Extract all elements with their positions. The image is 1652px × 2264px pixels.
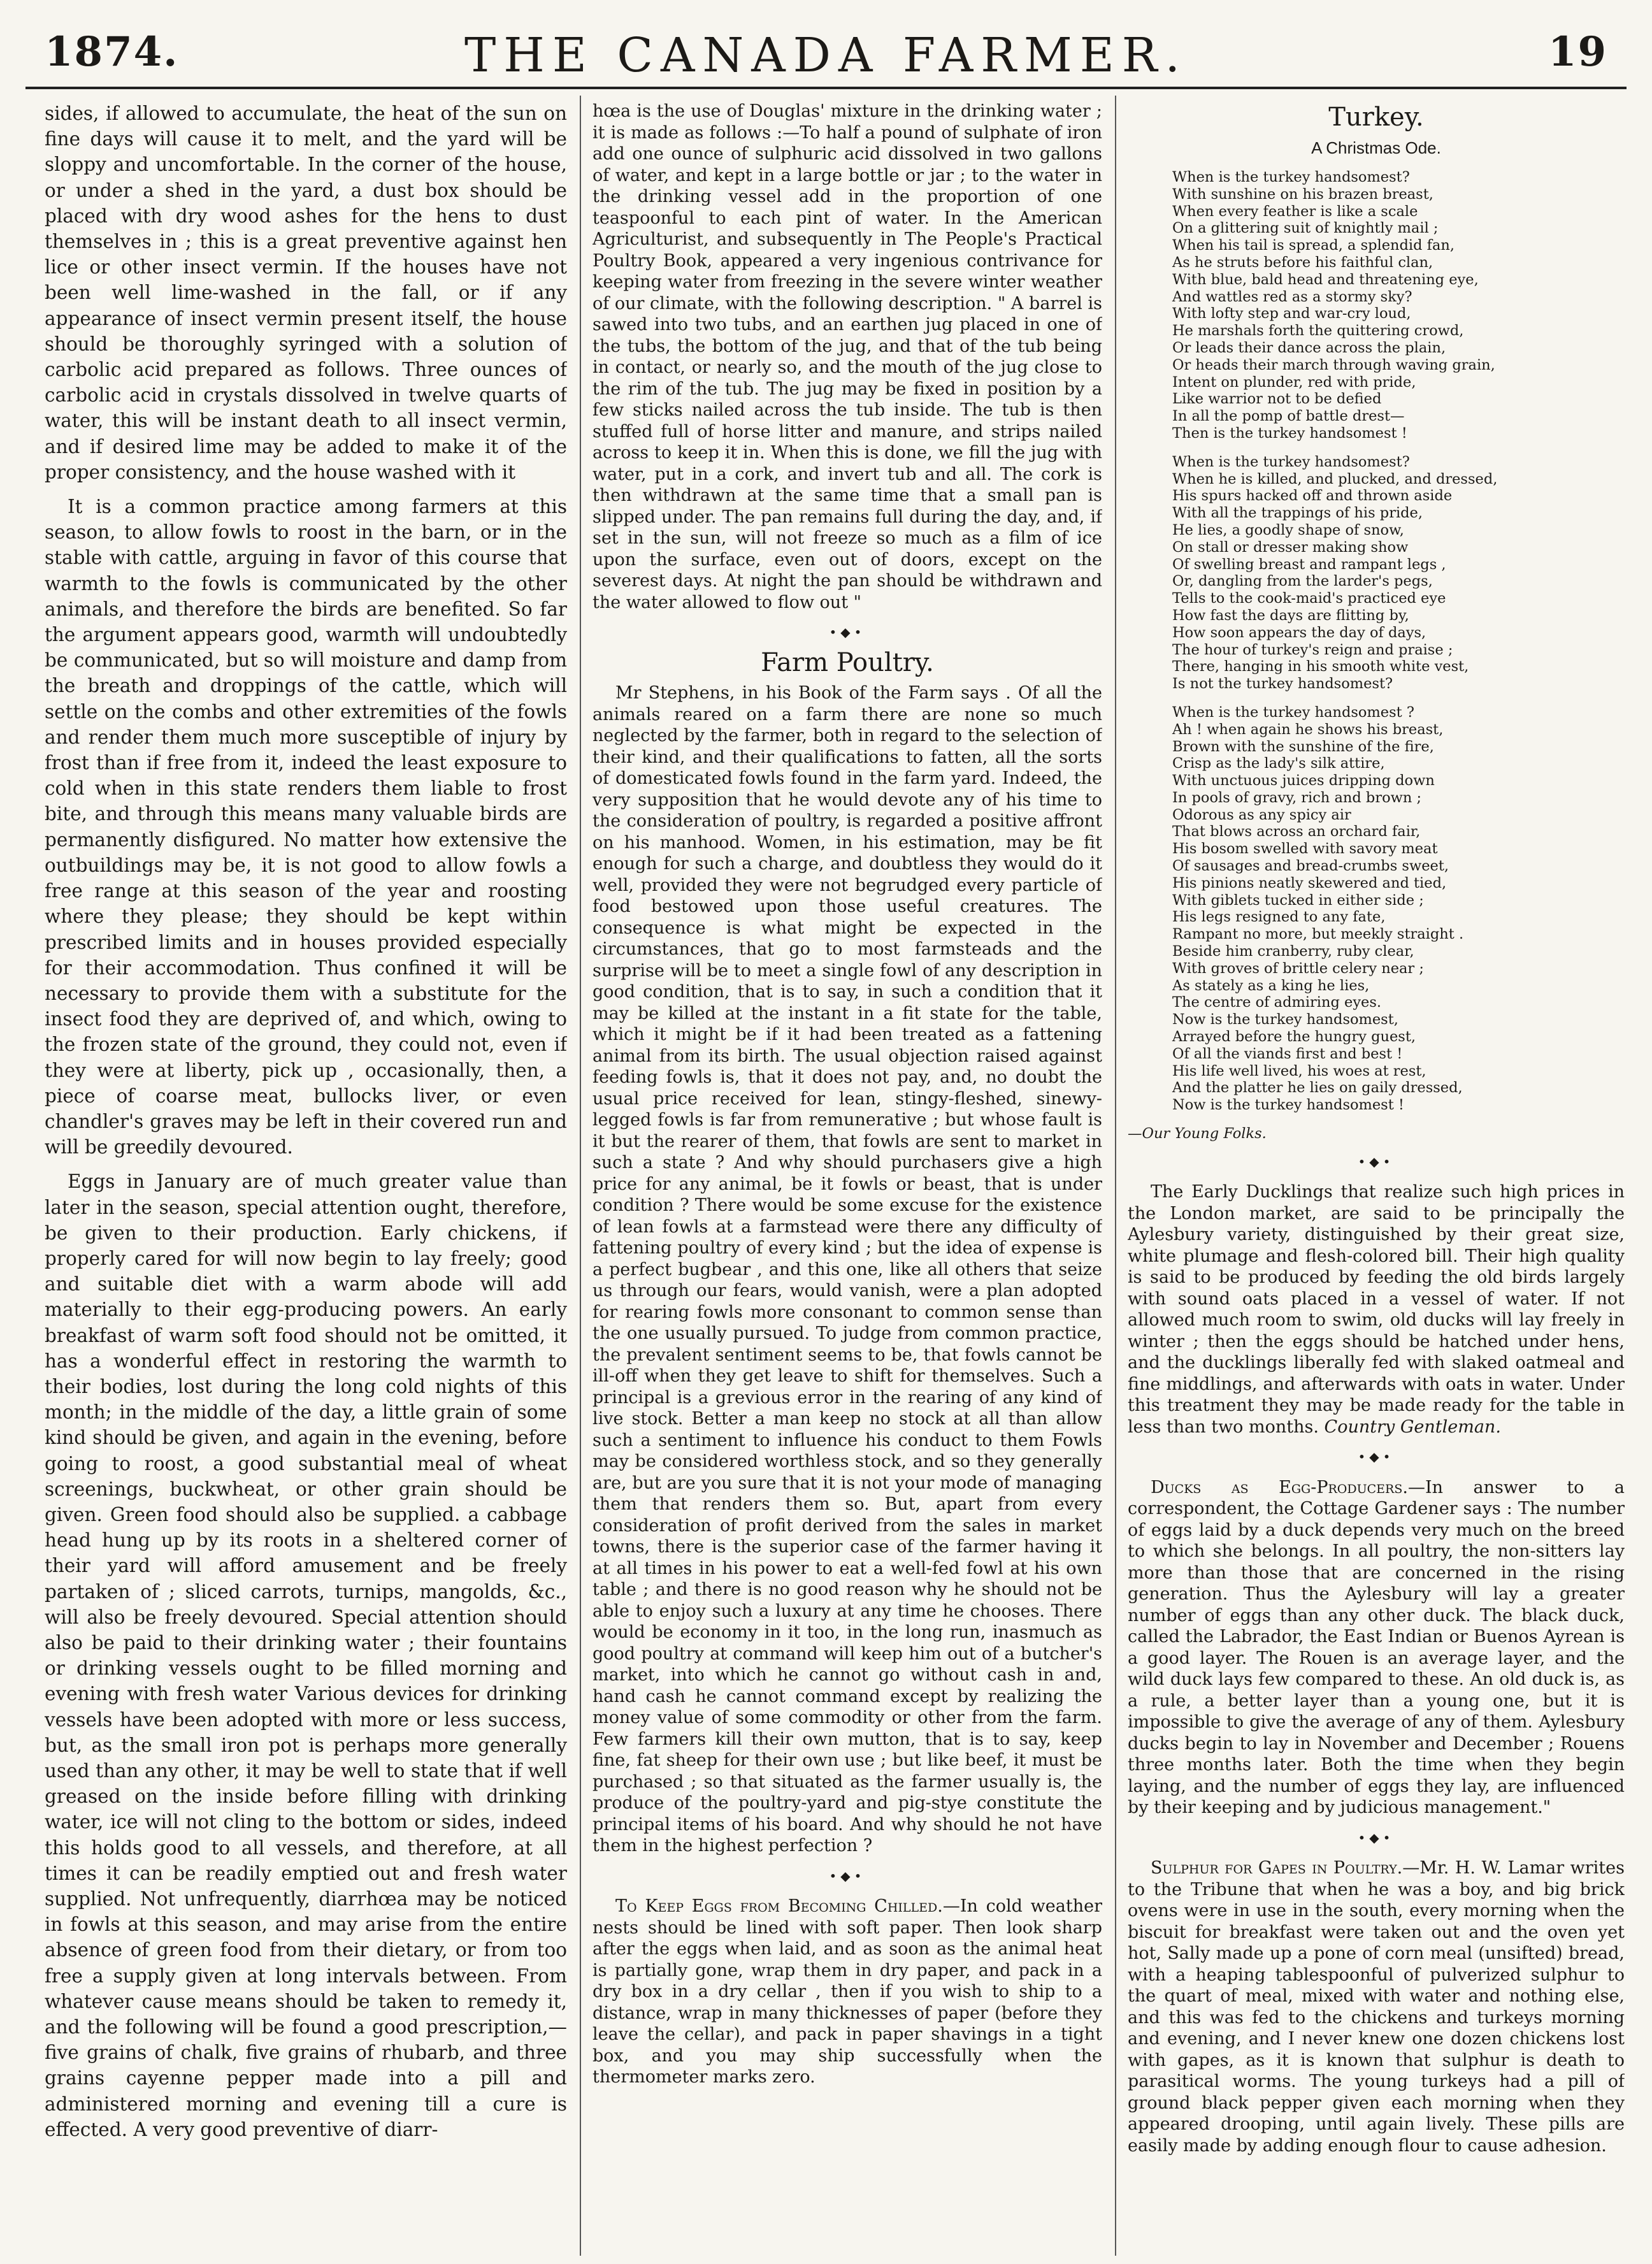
poem-line: Of all the viands first and best ! <box>1172 1045 1403 1062</box>
poem-line: Or leads their dance across the plain, <box>1172 339 1446 356</box>
poem-line: On stall or dresser making show <box>1172 538 1409 556</box>
poem-line: Or heads their march through waving grain, <box>1172 356 1495 373</box>
article-paragraph: It is a common practice among farmers at this season, to allow fowls to roost in the barn, or in the stable with cattle, arguing in favor of this course that warmth to the fowls is communicated by the other animals, and therefore the birds are benefited. So far the argument appears good, warmth will undoubtedly be communicated, but so will moisture and damp from the breath and droppings of the cattle, which will settle on the combs and other extremities of the fowls and render them much more susceptible of injury by frost than if free from it, indeed the least exposure to cold when in this state renders them liable to frost bite, and through this means many valuable birds are permanently disfigured. No matter how extensive the outbuildings may be, it is not good to allow fowls a free range at this season of the year and roosting where they please; they should be kept within prescribed limits and in houses provided especially for their accommodation. Thus confined it will be necessary to provide them with a substitute for the insect food they are deprived of, and which, owing to the frozen state of the ground, they could not, even if they were at liberty, pick up , occasionally, then, a piece of coarse meat, bullocks liver, or even chandler's graves may be left in their covered run and will be greedily devoured. <box>45 496 567 1158</box>
poem-line: Beside him cranberry, ruby clear, <box>1172 943 1414 960</box>
poem-line: When is the turkey handsomest ? <box>1172 703 1414 721</box>
poem-line: And wattles red as a stormy sky? <box>1172 288 1412 305</box>
poem-line: Crisp as the lady's silk attire, <box>1172 755 1385 772</box>
poem-line: When is the turkey handsomest? <box>1172 453 1410 470</box>
poem-line: Rampant no more, but meekly straight . <box>1172 926 1464 943</box>
poem-credit: —Our Young Folks. <box>1128 1125 1267 1143</box>
item-title: Ducks as Egg-Producers. <box>1151 1477 1408 1497</box>
poem-line: Or, dangling from the larder's pegs, <box>1172 573 1433 590</box>
poem-line: Odorous as any spicy air <box>1172 806 1351 823</box>
poem <box>1128 169 1625 1114</box>
poem-line: His spurs hacked off and thrown aside <box>1172 487 1453 505</box>
poem-line: Brown with the sunshine of the fire, <box>1172 738 1434 755</box>
poem-line: When is the turkey handsomest? <box>1172 169 1410 185</box>
poem-stanza <box>1172 704 1625 1114</box>
poem-line: His bosom swelled with savory meat <box>1172 840 1438 858</box>
poem-title: Turkey. <box>1328 103 1424 132</box>
item-text: —In answer to a correspondent, the Cottage Gardener says : The number of eggs laid by a duck depends very much on the breed to which she belongs. In all poultry, the non-sitters lay more than those that are concerned in the rising generation. Thus the Aylesbury will lay a greater number of eggs than any other duck. The black duck, called the Labrador, the East Indian or Buenos Ayrean is a good layer. The Rouen is an average layer, and the wild duck lays few compared to these. An old duck is, as a rule, a better layer than a young one, but it is impossible to give the average of any of them. Aylesbury ducks begin to lay in November and December ; Rouens three months later. Both the time when they begin laying, and the number of eggs they lay, are influenced by their keeping and by judicious management." <box>1128 1477 1625 1818</box>
poem-stanza <box>1172 169 1625 442</box>
column-rule-right <box>1115 96 1116 2256</box>
poem-line: His legs resigned to any fate, <box>1172 909 1386 926</box>
column-left <box>45 101 567 2254</box>
issue-year: 1874. <box>45 28 179 76</box>
poem-line: Of swelling breast and rampant legs , <box>1172 556 1446 573</box>
masthead <box>25 9 1627 92</box>
poem-line: As he struts before his faithful clan, <box>1172 254 1433 271</box>
article-paragraph-sulphur <box>1128 1857 1625 2156</box>
poem-line: That blows across an orchard fair, <box>1172 823 1421 840</box>
item-text: The Early Ducklings that realize such high prices in the London market, are said to be principally the Aylesbury variety, distinguished by their great size, white plumage and flesh-colored bill. Their high quality is said to be produced by feeding the old birds largely with sound oats placed in a vessel of water. If not allowed much room to swim, old ducks will lay freely in winter ; then the eggs should be hatched under hens, and the ducklings liberally fed with slaked oatmeal and fine middlings, and afterwards with oats in water. Under this treatment they may be made ready for the table in less than two months. <box>1128 1182 1625 1437</box>
source-credit: Country Gentleman. <box>1324 1417 1501 1437</box>
poem-line: Of sausages and bread-crumbs sweet, <box>1172 858 1449 875</box>
article-paragraph: Mr Stephens, in his Book of the Farm says . Of all the animals reared on a farm there are none so much neglected by the farmer, both in regard to the selection of their kind, and their qualifications to fatten, all the sorts of domesticated fowls found in the farm yard. Indeed, the very supposition that he would devote any of his time to the consideration of poultry, is regarded a positive affront on his manhood. Women, in his estimation, may be fit enough for such a charge, and doubtless they would do it well, provided they were not begrudged every particle of food bestowed upon those useful creatures. The consequence is what might be expected in the circumstances, that go to most farmsteads and the surprise will be to meet a single fowl of any description in good condition, that is to say, in such a condition that it may be killed at the instant in a fit state for the table, which it might be if it had been treated as a fattening animal from its birth. The usual objection raised against feeding fowls is, that it does not pay, and, no doubt the usual price received for lean, stingy-fleshed, sinewy-legged fowls is far from remunerative ; but whose fault is it but the rearer of them, that fowls are sent to market in such a state ? And why should purchasers give a high price for any animal, be it fowls or beast, that is under condition ? There would be some excuse for the existence of lean fowls at a farmstead were there any difficulty of fattening poultry of every kind ; but the idea of expense is a perfect bugbear , and this one, like all others that seize us through our fears, would vanish, were a plan adopted for rearing fowls more consonant to common sense than the one usually pursued. To judge from common practice, the prevalent sentiment seems to be, that fowls cannot be ill-off when they get leave to shift for themselves. Such a principal is a grevious error in the rearing of any kind of live stock. Better a man keep no stock at all than allow such a sentiment to influence his conduct to them Fowls may be considered worthless stock, and so they generally are, but are you sure that it is not your mode of managing them that renders them so. But, apart from every consideration of profit derived from the sales in market towns, there is the superior case of the farmer having it at all times in his power to eat a well-fed fowl at his own table ; and there is no good reason why he should not be able to enjoy such a luxury at any time he chooses. There would be economy in it too, in the long run, inasmuch as good poultry at command will keep him out of a butcher's market, into which he cannot go without cash in and, hand cash he cannot command except by realizing the money value of some commodity or other from the farm. Few farmers kill their own mutton, that is to say, keep fine, fat sheep for their own use ; but like beef, it must be purchased ; so that situated as the farmer usually is, the produce of the poultry-yard and pig-stye constitute the principal items of his board. And why should he not have them in the highest perfection ? <box>593 683 1102 1856</box>
poem-line: How fast the days are flitting by, <box>1172 607 1409 624</box>
article-paragraph: hœa is the use of Douglas' mixture in the drinking water ; it is made as follows :—To half a pound of sulphate of iron add one ounce of sulphuric acid dissolved in two gallons of water, and kept in a large bottle or jar ; to the water in the drinking vessel add in the proportion of one teaspoonful to each pint of water. In the American Agriculturist, and subsequently in The People's Practical Poultry Book, appeared a very ingenious contrivance for keeping water from freezing in the severe winter weather of our climate, with the following description. " A barrel is sawed into two tubs, and an earthen jug placed in one of the tubs, the bottom of the jug, and that of the tub being in contact, or nearly so, and the mouth of the jug close to the rim of the tub. The jug may be fixed in position by a few sticks nailed across the tub inside. The tub is then stuffed full of horse litter and manure, and strips nailed across to keep it in. When this is done, we fill the jug with water, put in a cork, and invert tub and all. The cork is then withdrawn at the same time that a small pan is slipped under. The pan remains full during the day, and, if set in the sun, will not freeze so much as a film of ice upon the surface, even out of doors, except on the severest days. At night the pan should be withdrawn and the water allowed to flow out " <box>593 101 1102 612</box>
section-divider: •◆• <box>1358 1449 1395 1465</box>
poem-line: How soon appears the day of days, <box>1172 624 1426 641</box>
item-text: —In cold weather nests should be lined with soft paper. Then look sharp after the eggs when laid, and as soon as the animal heat is partially gone, wrap them in dry paper, and pack in a dry box in a dry cellar , then if you wish to ship to a distance, wrap in many thicknesses of paper (before they leave the cellar), and pack in paper shavings in a tight box, and you may ship successfully when the thermometer marks zero. <box>593 1896 1102 2087</box>
poem-line: There, hanging in his smooth white vest, <box>1172 658 1469 675</box>
section-divider: •◆• <box>1358 1829 1395 1845</box>
masthead-rule <box>25 87 1627 89</box>
column-middle <box>593 101 1102 2254</box>
section-divider: •◆• <box>829 1868 866 1884</box>
article-paragraph: sides, if allowed to accumulate, the heat of the sun on fine days will cause it to melt, and the yard will be sloppy and uncomfortable. In the corner of the house, or under a shed in the yard, a dust box should be placed with dry wood ashes for the hens to dust themselves in ; this is a great preventive against hen lice or other insect vermin. If the houses have not been well lime-washed in the fall, or if any appearance of insect vermin present itself, the house should be thoroughly syringed with a solution of carbolic acid prepared as follows. Three ounces of carbolic acid in crystals dissolved in twelve quarts of water, this will be instant death to all insect vermin, and if desired lime may be added to make it of the proper consistency, and the house washed with it <box>45 103 567 483</box>
poem-line: With all the trappings of his pride, <box>1172 505 1423 522</box>
poem-line: His pinions neatly skewered and tied, <box>1172 874 1447 891</box>
poem-line: On a glittering suit of knightly mail ; <box>1172 220 1439 237</box>
poem-line: He lies, a goodly shape of snow, <box>1172 521 1404 538</box>
poem-line: Now is the turkey handsomest, <box>1172 1011 1398 1028</box>
poem-stanza <box>1172 454 1625 693</box>
poem-line: Like warrior not to be defied <box>1172 391 1382 408</box>
column-right <box>1128 101 1625 2254</box>
poem-line: When his tail is spread, a splendid fan, <box>1172 237 1455 254</box>
poem-line: And the platter he lies on gaily dressed, <box>1172 1079 1463 1097</box>
poem-line: Ah ! when again he shows his breast, <box>1172 721 1444 738</box>
section-divider: •◆• <box>1358 1153 1395 1169</box>
item-title: Sulphur for Gapes in Poultry. <box>1151 1858 1403 1878</box>
poem-line: With sunshine on his brazen breast, <box>1172 185 1433 203</box>
poem-line: He marshals forth the quittering crowd, <box>1172 322 1464 340</box>
article-paragraph-ducks <box>1128 1477 1625 1819</box>
article-paragraph: Eggs in January are of much greater value than later in the season, special attention ought, therefore, be given to their production. Early chickens, if properly cared for will now begin to lay freely; good and suitable diet with a warm abode will add materially to their egg-producing powers. An early breakfast of warm soft food should not be omitted, it has a wonderful effect in restoring the warmth to their bodies, lost during the long cold nights of this month; in the middle of the day, a little grain of some kind should be given, and again in the evening, before going to roost, a good substantial meal of wheat screenings, buckwheat, or other grain should be given. Green food should also be supplied. a cabbage head hung up by its roots in a sheltered corner of their yard will afford amusement and be freely partaken of ; sliced carrots, turnips, mangolds, &c., will also be freely devoured. Special attention should also be paid to their drinking water ; their fountains or drinking vessels ought to be filled morning and evening with fresh water Various devices for drinking vessels have been adopted with more or less success, but, as the small iron pot is perhaps more generally used than any other, it may be well to state that if well greased on the inside before filling with drinking water, ice will not cling to the bottom or sides, indeed this holds good to all vessels, and therefore, at all times it can be readily emptied out and fresh water supplied. Not unfrequently, diarrhœa may be noticed in fowls at this season, and may arise from the entire absence of green food from their dietary, or from too free a supply given at long intervals between. From whatever cause means should be taken to remedy it, and the following will be found a good prescription,—five grains of chalk, five grains of rhubarb, and three grains cayenne pepper made into a pill and administered morning and evening till a cure is effected. A very good preventive of diarr- <box>45 1171 567 2140</box>
newspaper-title: THE CANADA FARMER. <box>464 28 1188 83</box>
article-paragraph-eggs <box>593 1896 1102 2088</box>
poem-line: Now is the turkey handsomest ! <box>1172 1097 1404 1114</box>
poem-subtitle: A Christmas Ode. <box>1311 138 1441 157</box>
poem-line: With lofty step and war-cry loud, <box>1172 305 1411 322</box>
poem-line: When every feather is like a scale <box>1172 203 1418 220</box>
poem-line: In all the pomp of battle drest— <box>1172 408 1405 425</box>
poem-line: In pools of gravy, rich and brown ; <box>1172 789 1422 806</box>
column-rule-left <box>580 96 581 2256</box>
item-text: —Mr. H. W. Lamar writes to the Tribune that when he was a boy, and big brick ovens were in use in the south, every morning when the biscuit for breakfast were taken out and the oven yet hot, Sally made up a pone of corn meal (unsifted) bread, with a heaping tablespoonful of pulverized sulphur to the quart of meal, mixed with water and nothing else, and this was fed to the chickens and turkeys morning and evening, and I never knew one dozen chickens lost with gapes, as it is known that sulphur is death to parasitical worms. The young turkeys had a pill of ground black pepper given each morning when they appeared drooping, until again lively. These pills are easily made by adding enough flour to cause adhesion. <box>1128 1858 1625 2156</box>
section-divider: •◆• <box>829 624 866 640</box>
poem-line: With blue, bald head and threatening eye, <box>1172 271 1479 288</box>
poem-line: The hour of turkey's reign and praise ; <box>1172 641 1453 658</box>
poem-line: Is not the turkey handsomest? <box>1172 675 1393 693</box>
poem-line: When he is killed, and plucked, and dressed, <box>1172 470 1498 487</box>
page-number: 19 <box>1548 28 1607 76</box>
poem-line: With giblets tucked in either side ; <box>1172 891 1424 909</box>
article-paragraph-ducklings <box>1128 1181 1625 1438</box>
poem-line: The centre of admiring eyes. <box>1172 994 1382 1011</box>
poem-line: Then is the turkey handsomest ! <box>1172 424 1407 442</box>
section-heading-farm-poultry: Farm Poultry. <box>761 647 934 677</box>
poem-line: Tells to the cook-maid's practiced eye <box>1172 590 1446 607</box>
poem-line: Arrayed before the hungry guest, <box>1172 1028 1416 1046</box>
item-title: To Keep Eggs from Becoming Chilled. <box>615 1896 943 1916</box>
poem-line: As stately as a king he lies, <box>1172 977 1370 994</box>
poem-line: With groves of brittle celery near ; <box>1172 960 1424 977</box>
poem-line: With unctuous juices dripping down <box>1172 772 1435 790</box>
poem-line: Intent on plunder, red with pride, <box>1172 373 1416 391</box>
poem-line: His life well lived, his woes at rest, <box>1172 1062 1426 1079</box>
